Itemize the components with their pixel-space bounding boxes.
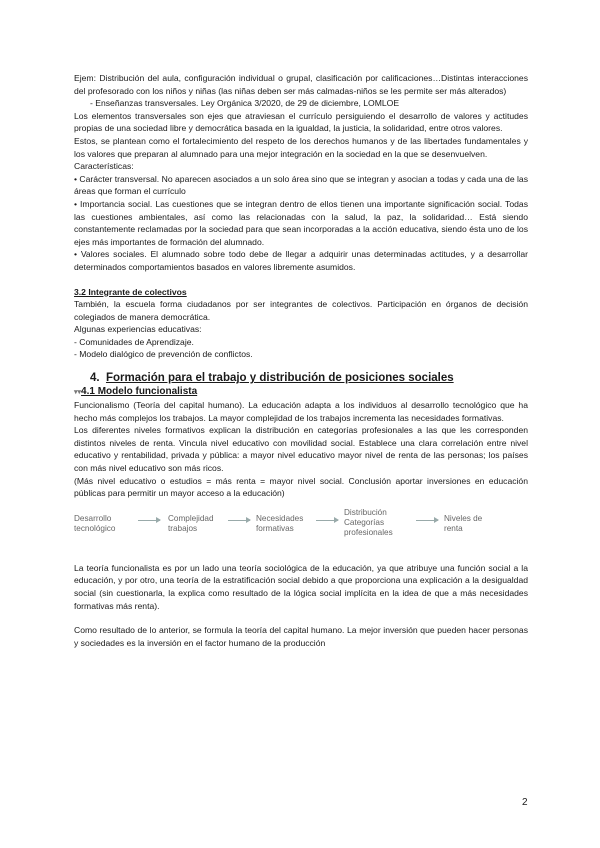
flow-arrow-1 (138, 520, 160, 521)
flow-node-distribucion: Distribución Categorías profesionales (344, 507, 393, 537)
bullet-importancia-social: • Importancia social. Las cuestiones que se integran dentro de ellos tienen una importante significación social. Todas las cuestiones ambientales, así como las relacionadas con la salud, la paz, la solidaridad… Está siendo constantemente reclamadas por la sociedad para que sean incorporadas a la acción educativa, siendo ésta uno de los ejes más importantes de formación del alumnado. (74, 198, 528, 247)
section-3-2-item-2: - Modelo dialógico de prevención de conflictos. (74, 349, 253, 360)
collapse-arrows-icon[interactable]: ▾▾ (74, 389, 82, 397)
section-4-1-paragraph-1: Funcionalismo (Teoría del capital humano). La educación adapta a los individuos al desarrollo tecnológico que ha hecho más complejos los trabajos. La mayor complejidad de los trabajos incrementa las necesidades formativas. (74, 400, 528, 423)
bullet-caracter-transversal: • Carácter transversal. No aparecen asociados a un solo área sino que se integran y asocian a todas y cada una de las áreas que forman el currículo (74, 173, 528, 197)
bullet-valores-sociales: • Valores sociales. El alumnado sobre todo debe de llegar a adquirir unas determinadas actitudes, y a desarrollar determinados comportamientos basados en valores libremente asumidos. (74, 249, 528, 272)
paragraph-teoria-funcionalista: La teoría funcionalista es por un lado una teoría sociológica de la educación, ya que atribuye una función social a la educación, y por otro, una teoría de la estratificación social debido a que proporciona una explicación a la desigualdad social (sin cuestionarla, la explica como resultado de la lógica social implícita en la idea de que a más necesidades formativas más renta). (74, 562, 528, 611)
paragraph-capital-humano: Como resultado de lo anterior, se formula la teoría del capital humano. La mejor inversión que pueden hacer personas y sociedades es la inversión en el factor humano de la producción (74, 625, 528, 648)
flow-arrow-2 (228, 520, 250, 521)
flow-arrow-3 (316, 520, 338, 521)
flow-diagram (74, 508, 528, 554)
paragraph-transversal: Los elementos transversales son ejes que atraviesan el currículo persiguiendo el desarrollo de valores y actitudes propias de una sociedad libre y democrática basada en la igualdad, la justicia, la solidaridad, entre otros valores. (74, 110, 528, 134)
section-3-2-paragraph: También, la escuela forma ciudadanos por ser integrantes de colectivos. Participación en órganos de decisión colegiados de manera democrática. (74, 299, 528, 322)
section-4-1-paragraph-2: Los diferentes niveles formativos explican la distribución en categorías profesionales a las que les corresponden distintos niveles de renta. Vincula nivel educativo con movilidad social. Establece una clara correlación entre nivel educativo y rentabilidad, privada y pública: a mayor nivel educativo mayor nivel de renta de las personas; los países con más nivel educativo son más ricos. (74, 425, 528, 474)
flow-node-complejidad: Complejidad trabajos (168, 513, 214, 533)
paragraph-ejem: Ejem: Distribución del aula, configuración individual o grupal, clasificación por calificaciones…Distintas interacciones del profesorado con los niños y niñas (las niñas deben ser más calmadas-niños se les permite ser más alterados) (74, 73, 528, 96)
section-4-title: Formación para el trabajo y distribución de posiciones sociales (105, 372, 454, 385)
section-4-number: 4. (90, 372, 100, 385)
section-4-1-paragraph-3: (Más nivel educativo o estudios = más renta = mayor nivel social. Conclusión aportar inversiones en educación públicas para permitir un mayor acceso a la educación) (74, 475, 528, 499)
flow-node-necesidades: Necesidades formativas (256, 513, 304, 533)
page-content (74, 72, 528, 649)
section-3-2-experiences-label: Algunas experiencias educativas: (74, 324, 202, 335)
paragraph-law: - Enseñanzas transversales. Ley Orgánica 3/2020, de 29 de diciembre, LOMLOE (90, 98, 400, 109)
section-3-2-heading: 3.2 Integrante de colectivos (74, 286, 187, 297)
flow-node-renta: Niveles de renta (444, 513, 483, 533)
section-4-heading (74, 371, 528, 386)
section-4-1-heading (74, 386, 528, 399)
flow-arrow-4 (416, 520, 438, 521)
page-number: 2 (522, 797, 528, 808)
section-3-2-item-1: - Comunidades de Aprendizaje. (74, 336, 194, 347)
label-caracteristicas: Características: (74, 161, 134, 172)
paragraph-estos: Estos, se plantean como el fortalecimiento del respeto de los derechos humanos y de las libertades fundamentales y los valores que preparan al alumnado para una mejor integración en la sociedad en la que se desenvuelven. (74, 135, 528, 159)
flow-node-desarrollo: Desarrollo tecnológico (74, 513, 116, 533)
section-4-1-title: 4.1 Modelo funcionalista (81, 386, 198, 398)
